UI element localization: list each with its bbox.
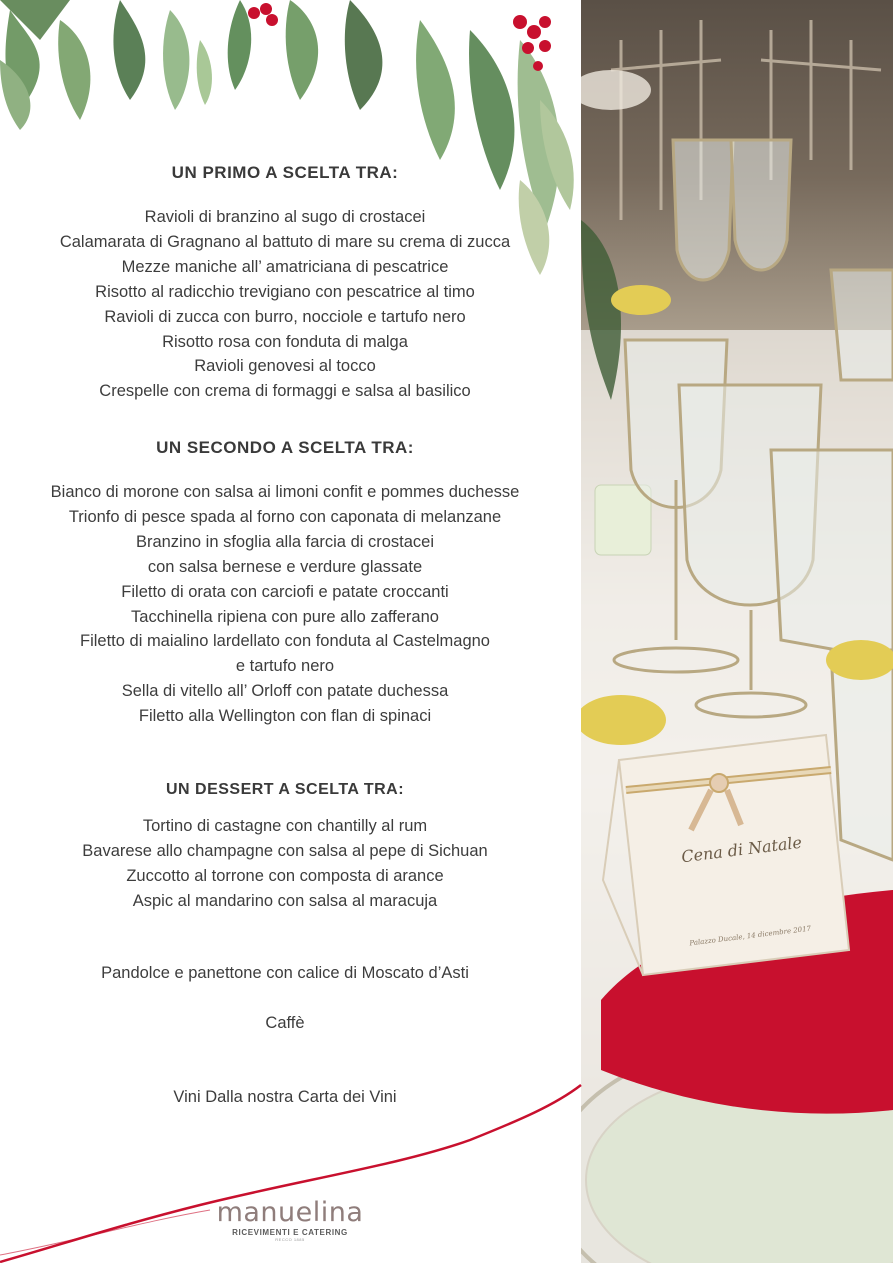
menu-item: Sella di vitello all’ Orloff con patate duchessa xyxy=(121,682,449,701)
menu-item: Ravioli di zucca con burro, nocciole e tartufo nero xyxy=(104,307,466,326)
brand-small-text: RECCO 1885 xyxy=(275,1237,305,1242)
menu-item: Ravioli genovesi al tocco xyxy=(194,357,376,376)
menu-item: Risotto rosa con fonduta di malga xyxy=(162,332,408,351)
menu-item: Risotto al radicchio trevigiano con pescatrice al timo xyxy=(95,282,475,301)
menu-item: Trionfo di pesce spada al forno con caponata di melanzane xyxy=(68,507,502,526)
menu-item: Tacchinella ripiena con pure allo zafferano xyxy=(131,607,439,626)
menu-item: Ravioli di branzino al sugo di crostacei xyxy=(144,208,426,226)
menu-item: con salsa bernese e verdure glassate xyxy=(147,557,423,576)
primo-section-title: UN PRIMO A SCELTA TRA: xyxy=(171,163,399,182)
pandolce-line: Pandolce e panettone con calice di Moscato d’Asti xyxy=(101,964,469,982)
menu-item: Filetto alla Wellington con flan di spinaci xyxy=(138,707,432,726)
place-card-title: Cena di Natale xyxy=(680,832,803,867)
menu-item: Calamarata di Gragnano al battuto di mare su crema di zucca xyxy=(59,232,511,251)
menu-item: e tartufo nero xyxy=(235,657,335,676)
menu-item: Branzino in sfoglia alla farcia di crostacei xyxy=(135,532,435,551)
menu-item: Filetto di maialino lardellato con fonduta al Castelmagno xyxy=(80,632,490,651)
menu-item: Crespelle con crema di formaggi e salsa al basilico xyxy=(99,382,471,401)
place-card-subtitle: Palazzo Ducale, 14 dicembre 2017 xyxy=(688,924,812,948)
menu-item: Tortino di castagne con chantilly al rum xyxy=(142,817,428,835)
brand-name: manuelina xyxy=(216,1197,364,1228)
menu-item: Mezze maniche all’ amatriciana di pescatrice xyxy=(121,257,449,276)
menu-item: Bianco di morone con salsa ai limoni confit e pommes duchesse xyxy=(50,483,520,501)
caffe-line: Caffè xyxy=(265,1014,305,1032)
menu-item: Filetto di orata con carciofi e patate croccanti xyxy=(121,582,449,601)
vini-line: Vini Dalla nostra Carta dei Vini xyxy=(173,1088,397,1106)
table-setting-illustration xyxy=(581,0,893,1263)
dessert-section-title: UN DESSERT A SCELTA TRA: xyxy=(165,781,405,798)
secondo-items xyxy=(0,480,570,729)
secondo-section-title: UN SECONDO A SCELTA TRA: xyxy=(156,438,414,457)
table-setting-photo xyxy=(581,0,893,1263)
dessert-items xyxy=(0,814,570,914)
menu-item: Zuccotto al torrone con composta di arance xyxy=(126,866,444,885)
menu-item: Bavarese allo champagne con salsa al pepe di Sichuan xyxy=(82,841,488,860)
brand-tagline: RICEVIMENTI E CATERING xyxy=(232,1228,348,1237)
menu-item: Aspic al mandarino con salsa al maracuja xyxy=(132,891,438,910)
brand-logo xyxy=(200,1198,380,1242)
primo-items xyxy=(0,205,570,404)
